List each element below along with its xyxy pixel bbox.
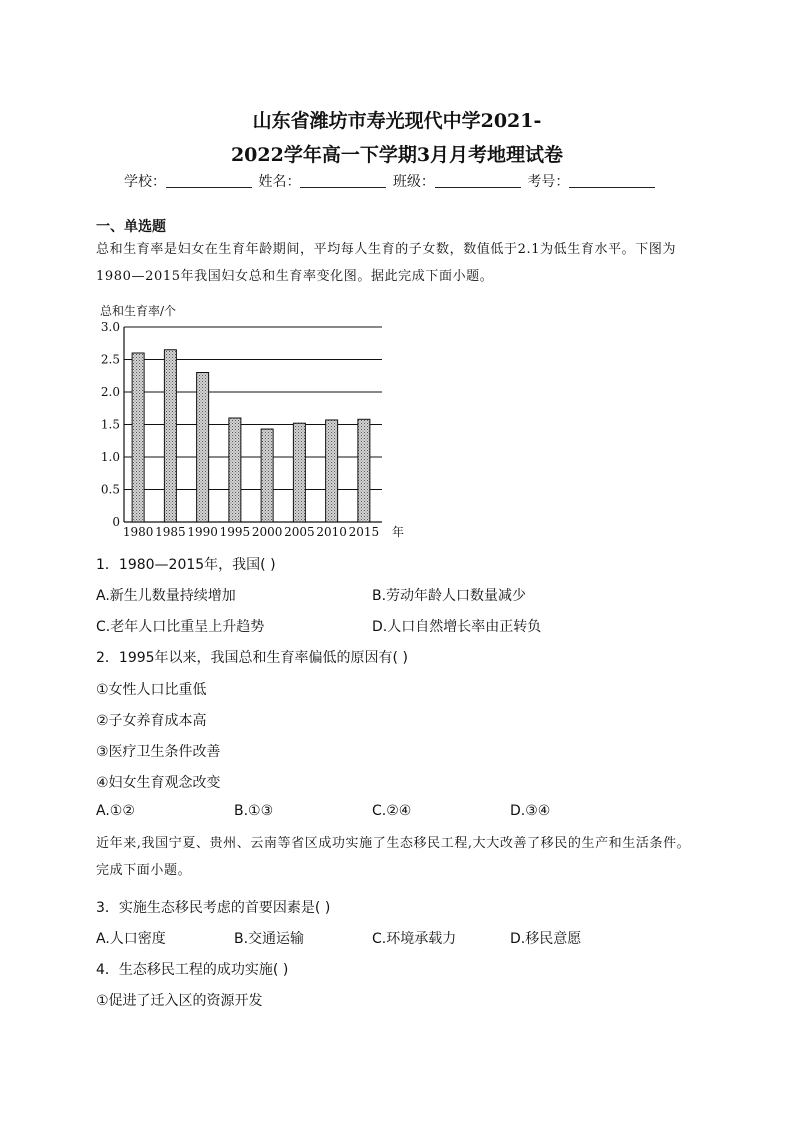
name-label: 姓名： (258, 174, 301, 190)
bar-1980 (132, 353, 144, 522)
exam-title-line1: 山东省潍坊市寿光现代中学2021- (252, 110, 542, 132)
y-tick-label: 0.5 (100, 482, 120, 497)
q1-stem: 1．1980—2015年，我国( ) (96, 557, 276, 573)
q2-item-2: ②子女养育成本高 (96, 713, 207, 729)
q1-option-b[interactable]: B.劳动年龄人口数量减少 (372, 588, 527, 604)
bar-1995 (229, 418, 241, 522)
class-blank[interactable] (435, 173, 521, 188)
x-tick-labels (123, 525, 379, 539)
y-tick-labels (101, 320, 120, 529)
q3-option-d[interactable]: D.移民意愿 (510, 931, 582, 947)
name-blank[interactable] (300, 173, 386, 188)
q1-option-c[interactable]: C.老年人口比重呈上升趋势 (96, 619, 265, 635)
y-tick-label: 3.0 (100, 320, 120, 334)
y-tick-label: 2.5 (100, 352, 120, 367)
q3-option-b[interactable]: B.交通运输 (234, 931, 305, 947)
school-blank[interactable] (166, 173, 252, 188)
q2-option-b[interactable]: B.①③ (234, 803, 274, 819)
x-axis-title: 年 (392, 525, 405, 539)
class-label: 班级： (392, 174, 435, 190)
q2-item-4: ④妇女生育观念改变 (96, 775, 221, 791)
exam-title-line2: 2022学年高一下学期3月月考地理试卷 (230, 144, 564, 166)
q1-option-d[interactable]: D.人口自然增长率由正转负 (372, 619, 542, 635)
bar-2010 (326, 420, 338, 522)
exam-number-blank[interactable] (569, 173, 655, 188)
x-tick-label: 1995 (219, 525, 251, 539)
q3-option-a[interactable]: A.人口密度 (96, 931, 166, 947)
q3-stem: 3．实施生态移民考虑的首要因素是( ) (96, 900, 331, 916)
bar-2000 (261, 429, 273, 522)
material-paragraph-1: 总和生育率是妇女在生育年龄期间，平均每人生育的子女数，数值低于2.1为低生育水平。下图为1980—2015年我国妇女总和生育率变化图。据此完成下面小题。 (96, 242, 677, 284)
exam-number-label: 考号： (527, 174, 570, 190)
y-tick-label: 1.5 (100, 417, 120, 432)
y-tick-label: 0 (112, 515, 120, 529)
q2-option-a[interactable]: A.①② (96, 803, 135, 819)
q2-stem: 2．1995年以来，我国总和生育率偏低的原因有( ) (96, 650, 408, 666)
chart-bars (132, 350, 370, 522)
q1-option-a[interactable]: A.新生儿数量持续增加 (96, 588, 236, 604)
y-tick-label: 2.0 (100, 385, 120, 399)
q3-option-c[interactable]: C.环境承载力 (372, 931, 457, 947)
q2-item-3: ③医疗卫生条件改善 (96, 744, 221, 760)
q2-item-1: ①女性人口比重低 (96, 682, 207, 698)
q2-option-c[interactable]: C.②④ (372, 803, 412, 819)
x-tick-label: 2015 (348, 525, 380, 539)
x-tick-label: 2000 (251, 525, 283, 539)
x-tick-label: 2010 (316, 525, 347, 539)
student-info-fields (124, 171, 657, 191)
bar-1990 (197, 373, 209, 523)
school-label: 学校： (124, 174, 166, 190)
q4-stem: 4．生态移民工程的成功实施( ) (96, 962, 289, 978)
q2-option-d[interactable]: D.③④ (510, 803, 551, 819)
chart-gridlines (124, 327, 382, 522)
material-paragraph-2: 近年来,我国宁夏、贵州、云南等省区成功实施了生态移民工程,大大改善了移民的生产和生活条件。完成下面小题。 (96, 836, 691, 878)
bar-2005 (293, 423, 305, 522)
x-tick-label: 1985 (155, 525, 186, 539)
x-tick-label: 2005 (284, 525, 315, 539)
y-tick-label: 1.0 (100, 450, 120, 464)
bar-1985 (164, 350, 176, 522)
bar-2015 (358, 419, 370, 522)
x-tick-label: 1990 (187, 525, 218, 539)
y-axis-title: 总和生育率/个 (100, 304, 177, 318)
section-heading: 一、单选题 (96, 219, 166, 235)
x-tick-label: 1980 (122, 525, 154, 539)
fertility-rate-chart (88, 300, 448, 550)
q4-item-1: ①促进了迁入区的资源开发 (96, 993, 263, 1009)
